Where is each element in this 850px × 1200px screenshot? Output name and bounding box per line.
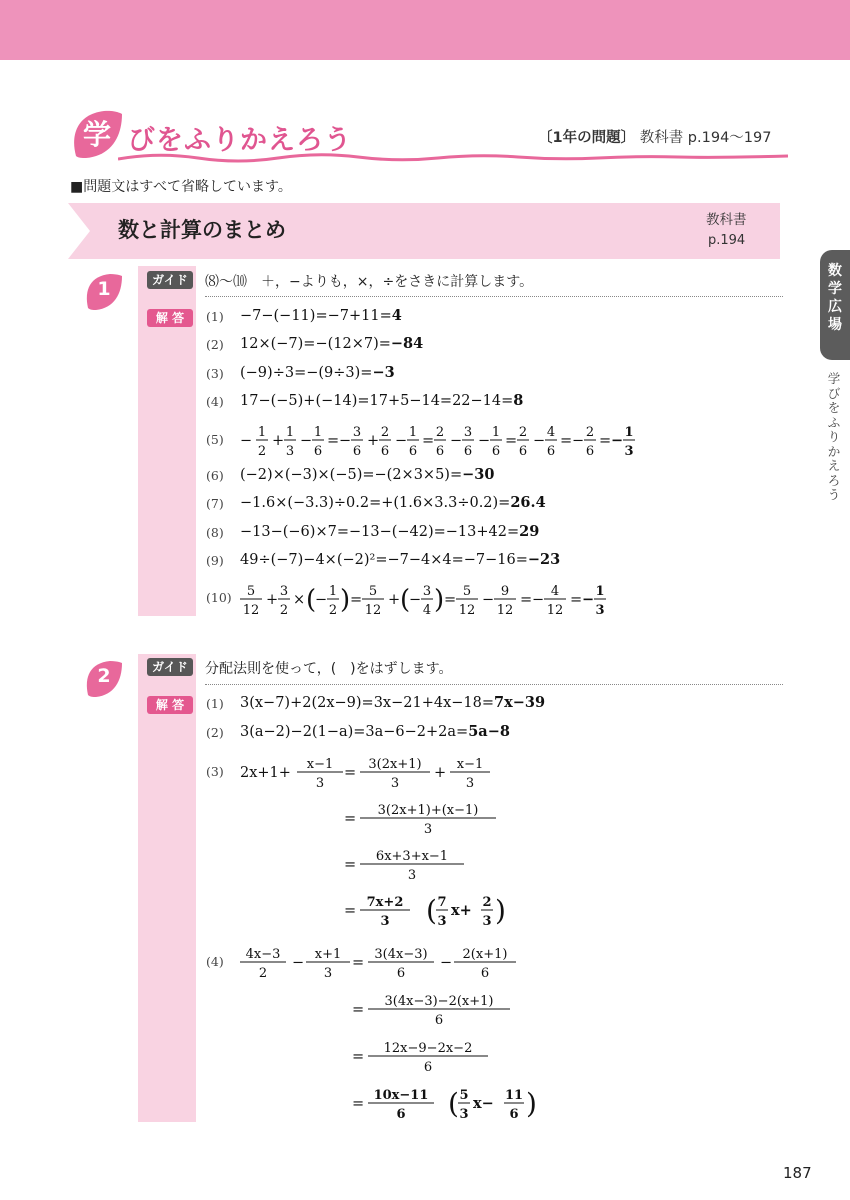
fraction-denominator: 6: [480, 966, 490, 981]
page-title: びをふりかえろう: [128, 125, 352, 156]
fraction-denominator: 3: [390, 776, 400, 791]
fraction-denominator: 12: [496, 603, 514, 618]
paren-left: (: [306, 585, 317, 615]
fraction-denominator: 6: [585, 444, 595, 459]
problem-1-guide: ⑻〜⑽ ＋，−よりも，×，÷をさきに計算します。: [205, 274, 534, 290]
fraction-denominator: 6: [380, 444, 390, 459]
section-ref-page: p.194: [708, 233, 746, 248]
fraction-denominator: 6: [434, 1013, 444, 1028]
math-operator: −: [482, 592, 495, 608]
equation-steps: −7−(−11)=−7+11=: [240, 308, 392, 324]
fraction-denominator: 3: [437, 914, 447, 929]
equation-result: −30: [462, 466, 495, 483]
paren-right: ): [495, 894, 506, 927]
math-operator: +: [272, 433, 285, 449]
math-text: x−: [473, 1095, 494, 1112]
omission-note: ■問題文はすべて省略しています。: [70, 179, 292, 195]
fraction-denominator: 12: [242, 603, 260, 618]
math-operator: =: [570, 592, 583, 608]
fraction-numerator: x−1: [456, 757, 484, 772]
paren-left: (: [400, 585, 411, 615]
equation-result: 7x−39: [494, 694, 546, 711]
fraction-denominator: 6: [463, 444, 473, 459]
answer-label: (2): [206, 725, 224, 740]
fraction-numerator: 1: [257, 425, 267, 440]
fraction-numerator: 7x+2: [366, 895, 404, 910]
math-operator: +: [266, 592, 279, 608]
answer-label: (3): [206, 366, 224, 381]
paren-left: (: [426, 894, 437, 927]
equation-steps: 3(a−2)−2(1−a)=3a−6−2+2a=: [240, 724, 469, 740]
page-number: 187: [783, 1164, 812, 1182]
paren-left: (: [448, 1087, 459, 1120]
math-operator: −: [450, 433, 463, 449]
answer-tag: 解 答: [147, 696, 193, 714]
fraction-denominator: 4: [422, 603, 432, 618]
fraction-numerator: 1: [624, 425, 634, 440]
fraction-numerator: 1: [328, 584, 338, 599]
fraction-denominator: 3: [624, 444, 634, 459]
fraction-numerator: x−1: [306, 757, 334, 772]
math-operator: =: [350, 592, 363, 608]
equation-result: 4: [391, 307, 402, 324]
fraction-numerator: 1: [595, 584, 605, 599]
fraction-numerator: x+1: [314, 947, 342, 962]
section-ref-label: 教科書: [706, 212, 747, 228]
fraction-denominator: 6: [491, 444, 501, 459]
math-operator: −: [339, 433, 352, 449]
math-operator: +: [367, 433, 380, 449]
answer-label: (1): [206, 696, 224, 711]
answer-tag: 解 答: [147, 309, 193, 327]
math-operator: −: [395, 433, 408, 449]
equation-steps: 17−(−5)+(−14)=17+5−14=22−14=: [240, 393, 514, 409]
fraction-denominator: 6: [518, 444, 528, 459]
fraction-numerator: 5: [462, 584, 472, 599]
fraction-denominator: 6: [509, 1107, 519, 1122]
equation-result: −84: [390, 335, 424, 352]
section-title: 数と計算のまとめ: [118, 218, 286, 242]
icon-char: 学: [82, 118, 112, 151]
math-operator: =: [352, 1096, 365, 1112]
math-operator: −: [409, 592, 422, 608]
fraction-denominator: 6: [423, 1060, 433, 1075]
fraction-numerator: 6x+3+x−1: [375, 849, 449, 864]
fraction-numerator: 2: [380, 425, 390, 440]
fraction-numerator: 3(4x−3): [374, 947, 428, 962]
math-operator: =: [560, 433, 573, 449]
answer-label: (4): [206, 954, 224, 969]
math-operator: =: [344, 857, 357, 873]
fraction-numerator: 12x−9−2x−2: [383, 1041, 473, 1056]
math-operator: −: [532, 592, 545, 608]
math-operator: −: [611, 432, 624, 449]
equation-steps: 12×(−7)=−(12×7)=: [240, 336, 391, 352]
math-operator: =: [344, 765, 357, 781]
fraction-numerator: 5: [368, 584, 378, 599]
fraction-denominator: 3: [315, 776, 325, 791]
answer-label: (6): [206, 468, 224, 483]
fraction-numerator: 1: [313, 425, 323, 440]
equation-result: −23: [527, 551, 561, 568]
fraction-denominator: 3: [380, 914, 390, 929]
fraction-numerator: 9: [500, 584, 510, 599]
equation-result: 26.4: [510, 494, 546, 511]
fraction-numerator: 3: [463, 425, 473, 440]
fraction-numerator: 3: [279, 584, 289, 599]
fraction-denominator: 6: [435, 444, 445, 459]
paren-right: ): [340, 585, 351, 615]
math-operator: =: [352, 1002, 365, 1018]
guide-tag: ガイド: [147, 271, 193, 289]
fraction-numerator: 4: [546, 425, 556, 440]
fraction-denominator: 6: [396, 1107, 406, 1122]
math-operator: +: [388, 592, 401, 608]
fraction-numerator: 2: [435, 425, 445, 440]
textbook-ref: 教科書 p.194〜197: [639, 130, 772, 146]
equation-result: 8: [513, 392, 524, 409]
math-operator: +: [434, 765, 447, 781]
fraction-denominator: 2: [328, 603, 338, 618]
math-operator: =: [505, 433, 518, 449]
math-operator: −: [440, 955, 453, 971]
fraction-numerator: 1: [408, 425, 418, 440]
equation-steps: (−2)×(−3)×(−5)=−(2×3×5)=: [240, 467, 463, 483]
fraction-denominator: 6: [352, 444, 362, 459]
answer-label: (3): [206, 764, 224, 779]
equation-result: 29: [519, 523, 540, 540]
fraction-denominator: 2: [258, 966, 268, 981]
fraction-denominator: 3: [285, 444, 295, 459]
answer-label: (10): [206, 590, 232, 605]
math-operator: −: [292, 955, 305, 971]
math-operator: −: [300, 433, 313, 449]
problem-2-guide: 分配法則を使って，( )をはずします。: [205, 661, 453, 677]
guide-tag: ガイド: [147, 658, 193, 676]
fraction-denominator: 2: [279, 603, 289, 618]
side-tab-label: 数学広場: [828, 263, 842, 333]
fraction-numerator: 3(2x+1)+(x−1): [377, 803, 479, 818]
answer-label: (8): [206, 525, 224, 540]
math-operator: −: [582, 591, 595, 608]
math-operator: −: [478, 433, 491, 449]
math-operator: =: [344, 811, 357, 827]
fraction-denominator: 3: [482, 914, 492, 929]
fraction-denominator: 3: [465, 776, 475, 791]
fraction-numerator: 3(4x−3)−2(x+1): [384, 994, 494, 1009]
answer-label: (9): [206, 553, 224, 568]
fraction-denominator: 12: [364, 603, 382, 618]
equation-result: 5a−8: [468, 723, 510, 740]
equation-steps: 3(x−7)+2(2x−9)=3x−21+4x−18=: [240, 695, 495, 711]
fraction-denominator: 3: [595, 603, 605, 618]
answer-label: (4): [206, 394, 224, 409]
fraction-numerator: 5: [459, 1088, 469, 1103]
fraction-denominator: 6: [313, 444, 323, 459]
fraction-denominator: 3: [423, 822, 433, 837]
fraction-numerator: 3: [352, 425, 362, 440]
fraction-numerator: 1: [285, 425, 295, 440]
fraction-denominator: 3: [323, 966, 333, 981]
equation-steps: (−9)÷3=−(9÷3)=: [240, 365, 373, 381]
equation-result: −3: [372, 364, 395, 381]
math-operator: =: [422, 433, 435, 449]
fraction-numerator: 1: [491, 425, 501, 440]
fraction-numerator: 11: [504, 1088, 524, 1103]
problem-1-number: 1: [97, 278, 111, 300]
fraction-numerator: 3(2x+1): [368, 757, 422, 772]
math-operator: −: [572, 433, 585, 449]
fraction-denominator: 6: [396, 966, 406, 981]
fraction-numerator: 2: [482, 895, 492, 910]
math-operator: −: [315, 592, 328, 608]
fraction-numerator: 4x−3: [245, 947, 281, 962]
fraction-denominator: 12: [458, 603, 476, 618]
fraction-numerator: 7: [437, 895, 447, 910]
equation-steps: −1.6×(−3.3)÷0.2=+(1.6×3.3÷0.2)=: [240, 495, 511, 511]
fraction-numerator: 2(x+1): [462, 947, 508, 962]
answer-label: (7): [206, 496, 224, 511]
math-text: 2x+1+: [240, 765, 291, 781]
paren-right: ): [434, 585, 445, 615]
answer-label: (1): [206, 309, 224, 324]
answer-label: (2): [206, 337, 224, 352]
math-operator: =: [352, 1049, 365, 1065]
equation-steps: 49÷(−7)−4×(−2)²=−7−4×4=−7−16=: [240, 552, 528, 568]
problem-2-number: 2: [97, 665, 111, 687]
fraction-numerator: 4: [550, 584, 560, 599]
exam-label: 〔1年の問題〕: [538, 130, 636, 146]
paren-right: ): [526, 1087, 537, 1120]
math-operator: =: [344, 903, 357, 919]
answer-label: (5): [206, 432, 224, 447]
math-text: x+: [451, 902, 472, 919]
math-operator: =: [352, 955, 365, 971]
fraction-numerator: 3: [422, 584, 432, 599]
fraction-denominator: 2: [257, 444, 267, 459]
fraction-numerator: 10x−11: [373, 1088, 429, 1103]
fraction-numerator: 2: [585, 425, 595, 440]
math-operator: ×: [293, 592, 306, 608]
side-subtitle: 学びをふりかえろう: [827, 371, 841, 502]
math-operator: −: [240, 433, 253, 449]
math-operator: =: [444, 592, 457, 608]
fraction-denominator: 6: [546, 444, 556, 459]
fraction-numerator: 5: [246, 584, 256, 599]
fraction-denominator: 12: [546, 603, 564, 618]
fraction-denominator: 6: [408, 444, 418, 459]
fraction-denominator: 3: [407, 868, 417, 883]
fraction-numerator: 2: [518, 425, 528, 440]
fraction-denominator: 3: [459, 1107, 469, 1122]
math-operator: =: [520, 592, 533, 608]
equation-steps: −13−(−6)×7=−13−(−42)=−13+42=: [240, 524, 520, 540]
math-operator: =: [599, 433, 612, 449]
math-operator: =: [327, 433, 340, 449]
math-operator: −: [533, 433, 546, 449]
